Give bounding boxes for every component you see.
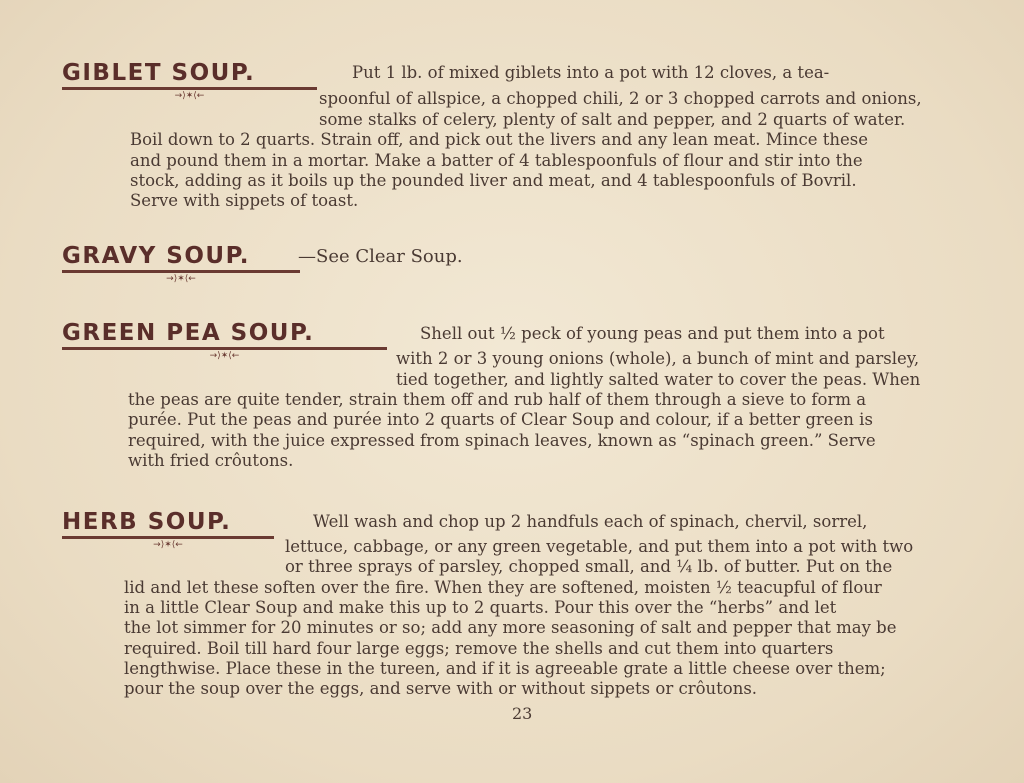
recipe-line: and pound them in a mortar. Make a batter of 4 tablespoonfuls of flour and stir into the: [130, 151, 863, 170]
recipe-line: purée. Put the peas and purée into 2 quarts of Clear Soup and colour, if a better green is: [128, 410, 873, 429]
recipe-line: pour the soup over the eggs, and serve with or without sippets or crôutons.: [124, 679, 758, 698]
recipe-line: the peas are quite tender, strain them off and rub half of them through a sieve to form a: [128, 390, 867, 409]
recipe-line: required, with the juice expressed from spinach leaves, known as “spinach green.” Serve: [128, 431, 876, 450]
recipe-title: GIBLET SOUP.: [62, 60, 256, 86]
ornament-divider: →⟩✶⟨←: [174, 91, 205, 101]
recipe-line: lengthwise. Place these in the tureen, and if it is agreeable grate a little cheese over them;: [124, 659, 886, 678]
recipe-line: spoonful of allspice, a chopped chili, 2 or 3 chopped carrots and onions,: [319, 89, 922, 108]
recipe-title: GREEN PEA SOUP.: [62, 320, 315, 346]
recipe-line: with 2 or 3 young onions (whole), a bunch of mint and parsley,: [396, 349, 920, 368]
recipe-line: Well wash and chop up 2 handfuls each of spinach, chervil, sorrel,: [313, 512, 868, 531]
recipe-line: Shell out ½ peck of young peas and put them into a pot: [420, 324, 885, 343]
recipe-line: or three sprays of parsley, chopped small, and ¼ lb. of butter. Put on the: [285, 557, 893, 576]
recipe-title: HERB SOUP.: [62, 509, 232, 535]
recipe-line: tied together, and lightly salted water to cover the peas. When: [396, 370, 921, 389]
ornament-divider: →⟩✶⟨←: [209, 351, 240, 361]
recipe-line: lettuce, cabbage, or any green vegetable, and put them into a pot with two: [285, 537, 914, 556]
recipe-inline-text: —See Clear Soup.: [298, 246, 463, 267]
recipe-title-block: [62, 320, 387, 362]
recipe-line: some stalks of celery, plenty of salt and pepper, and 2 quarts of water.: [319, 110, 906, 129]
recipe-title-block: [62, 509, 274, 551]
ornament-divider: →⟩✶⟨←: [153, 540, 183, 550]
recipe-line: Put 1 lb. of mixed giblets into a pot with 12 cloves, a tea-: [352, 63, 830, 82]
page-number: 23: [512, 704, 533, 723]
recipe-line: Serve with sippets of toast.: [130, 191, 359, 210]
recipe-line: in a little Clear Soup and make this up to 2 quarts. Pour this over the “herbs” and let: [124, 598, 837, 617]
recipe-line: Boil down to 2 quarts. Strain off, and pick out the livers and any lean meat. Mince these: [130, 130, 869, 149]
recipe-line: stock, adding as it boils up the pounded liver and meat, and 4 tablespoonfuls of Bovril.: [130, 171, 857, 190]
recipe-line: required. Boil till hard four large eggs; remove the shells and cut them into quarters: [124, 639, 834, 658]
recipe-line: lid and let these soften over the fire. When they are softened, moisten ½ teacupful of flour: [124, 578, 882, 597]
recipe-title: GRAVY SOUP.: [62, 243, 250, 269]
recipe-line: with fried crôutons.: [128, 451, 294, 470]
recipe-line: the lot simmer for 20 minutes or so; add any more seasoning of salt and pepper that may be: [124, 618, 897, 637]
ornament-divider: →⟩✶⟨←: [166, 274, 196, 284]
recipe-title-block: [62, 60, 317, 102]
recipe-title-block: [62, 243, 300, 285]
